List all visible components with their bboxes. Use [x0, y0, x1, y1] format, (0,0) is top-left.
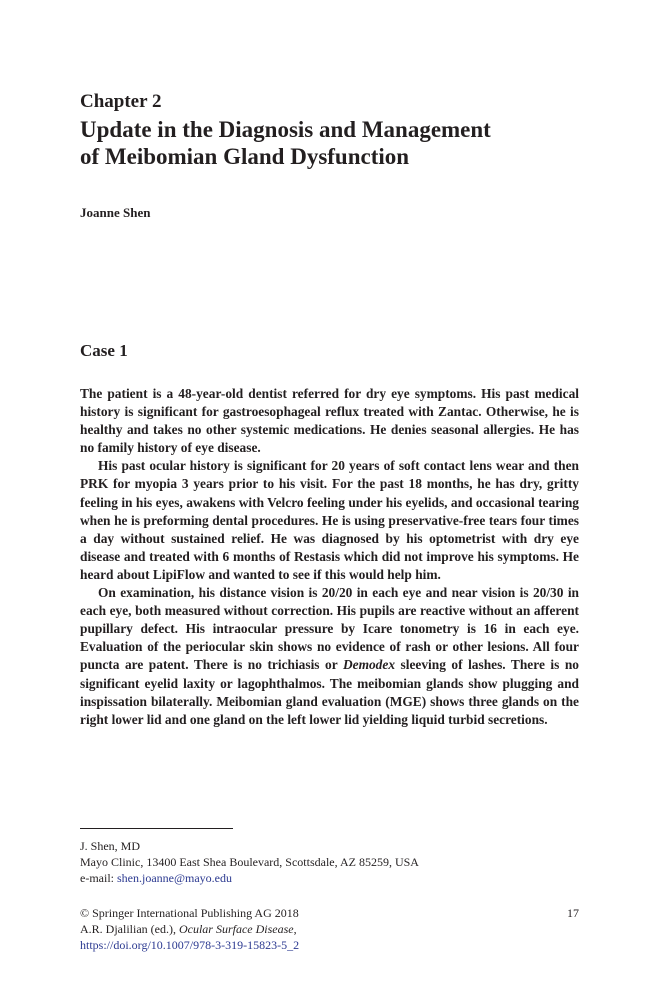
paragraph-1: The patient is a 48-year-old dentist referred for dry eye symptoms. His past medical history is significant for gastroesophageal reflux treated with Zantac. Otherwise, he is healthy and takes no other systemic medications. He denies seasonal allergies. He has no family history of eye disease.	[80, 386, 579, 456]
copyright-block	[80, 905, 580, 953]
paragraph-3-italic-term: Demodex	[342, 657, 396, 673]
footnote-email-row	[80, 870, 580, 886]
chapter-label: Chapter 2	[80, 91, 162, 112]
citation-book-title: Ocular Surface Disease	[178, 922, 294, 936]
doi-row	[80, 937, 580, 953]
footnote-email-link[interactable]: shen.joanne@mayo.edu	[116, 871, 233, 885]
copyright-line: © Springer International Publishing AG 2018	[80, 906, 299, 920]
chapter-title-line-2: of Meibomian Gland Dysfunction	[80, 144, 410, 169]
chapter-title	[80, 116, 600, 170]
paragraph-3-part-2: sleeving of lashes. There is no significant eyelid laxity or lagophthalmos. The meibomian glands show plugging and inspissation bilaterally. Meibomian gland evaluation (MGE) shows three glands on the right lower lid and one gland on the left lower lid yielding liquid turbid secretions.	[80, 657, 579, 727]
citation-suffix: ,	[293, 922, 297, 936]
doi-link[interactable]: https://doi.org/10.1007/978-3-319-15823-5_2	[80, 938, 300, 952]
section-heading: Case 1	[80, 341, 128, 360]
paragraph-2: His past ocular history is significant for 20 years of soft contact lens wear and then PRK for myopia 3 years prior to his visit. For the past 18 months, he has dry, gritty feeling in his eyes, awakens with Velcro feeling under his eyelids, and occasional tearing when he is preforming dental procedures. He is using preservative-free tears four times a day without sustained relief. He was diagnosed by his optometrist with dry eye disease and treated with 6 months of Restasis which did not improve his symptoms. He heard about LipiFlow and wanted to see if this would help him.	[80, 458, 579, 582]
paragraph-3	[80, 584, 579, 729]
author-name: Joanne Shen	[80, 205, 151, 220]
footnote-email-label: e-mail:	[80, 871, 117, 885]
chapter-title-line-1: Update in the Diagnosis and Management	[80, 117, 491, 142]
paragraph-3-part-1: On examination, his distance vision is 20/20 in each eye and near vision is 20/30 in each eye, both measured without correction. His pupils are reactive without an afferent pupillary defect. His intraocular pressure by Icare tonometry is 16 in each eye. Evaluation of the periocular skin shows no evidence of rash or other lesions. All four puncta are patent. There is no trichiasis or	[80, 585, 579, 673]
citation-line	[80, 921, 580, 937]
citation-editor: A.R. Djalilian (ed.),	[80, 922, 179, 936]
footnote-affiliation: Mayo Clinic, 13400 East Shea Boulevard, Scottsdale, AZ 85259, USA	[80, 855, 419, 869]
page-number: 17	[567, 906, 579, 920]
footnote-rule	[80, 828, 233, 829]
footnote-author-name: J. Shen, MD	[80, 839, 141, 853]
body-text	[80, 385, 579, 729]
author-footnote	[80, 838, 580, 886]
